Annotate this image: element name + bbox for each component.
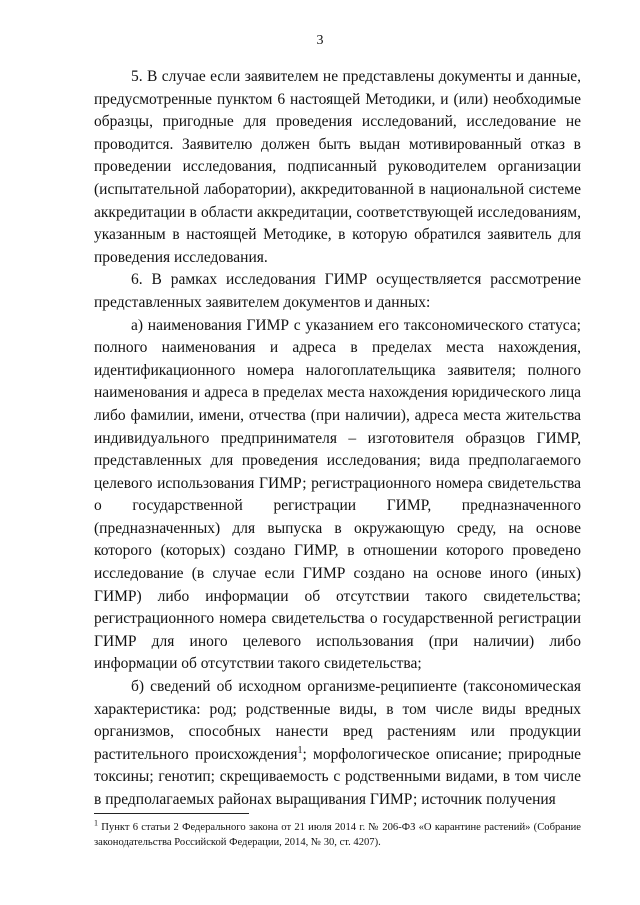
paragraph-6b	[94, 676, 581, 812]
footnote-reference[interactable]: 1	[297, 744, 303, 756]
footnote-text: Пункт 6 статьи 2 Федерального закона от 21 июля 2014 г. № 206-ФЗ «О карантине растений» (Собрание законодательства Российской Федерации, 2014, № 30, ст. 4207).	[94, 822, 581, 848]
footnote-mark: 1	[94, 818, 98, 828]
paragraph-5: 5. В случае если заявителем не представлены документы и данные, предусмотренные пунктом 6 настоящей Методики, и (или) необходимые образцы, пригодные для проведения исследований, исследование не проводится. Заявителю должен быть выдан мотивированный отказ в проведении исследования, подписанный руководителем организации (испытательной лаборатории), аккредитованной в национальной системе аккредитации в области аккредитации, соответствующей исследованиям, указанным в настоящей Методике, в которую обратился заявитель для проведения исследования.	[94, 68, 581, 266]
paragraph-6b-text-end: ; морфологическое описание; природные токсины; генотип; скрещиваемость с родственными видами, в том числе в предполагаемых районах выращивания ГИМР; источник получения	[94, 745, 581, 808]
paragraph-6: 6. В рамках исследования ГИМР осуществляется рассмотрение представленных заявителем документов и данных:	[94, 271, 581, 311]
page-number: 3	[316, 33, 324, 48]
paragraph-6b-text-start: б) сведений об исходном организме-реципиенте (таксономическая характеристика: род; родственные виды, в том числе виды вредных организмов, способных нанести вред растениям или продукции растительного происхождения	[94, 678, 581, 763]
body-text	[94, 66, 581, 812]
paragraph-6a: а) наименования ГИМР с указанием его таксономического статуса; полного наименования и адреса в пределах места нахождения, идентификационного номера налогоплательщика заявителя; полного наименования и адреса в пределах места нахождения юридического лица либо фамилии, имени, отчества (при наличии), адреса места жительства индивидуального предпринимателя – изготовителя образцов ГИМР, представленных для проведения исследования; вида предполагаемого целевого использования ГИМР; регистрационного номера свидетельства о государственной регистрации ГИМР, предназначенного (предназначенных) для выпуска в окружающую среду, на основе которого (которых) создано ГИМР, в отношении которого проведено исследование (в случае если ГИМР создано на основе иного (иных) ГИМР) либо информации об отсутствии такого свидетельства; регистрационного номера свидетельства о государственной регистрации ГИМР для иного целевого использования (при наличии) либо информации об отсутствии такого свидетельства;	[94, 316, 581, 673]
footnote-separator	[94, 813, 249, 814]
footnote	[94, 818, 581, 850]
